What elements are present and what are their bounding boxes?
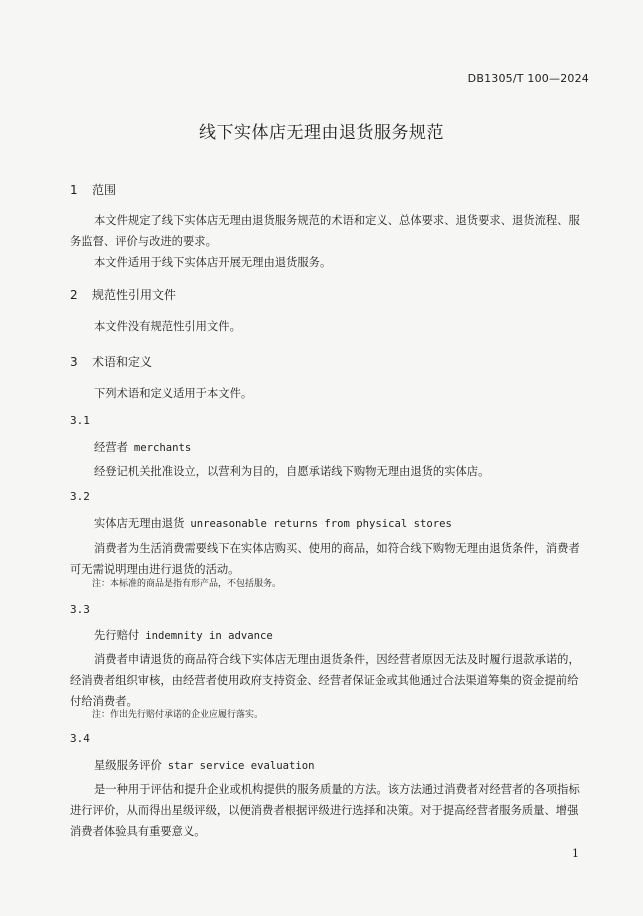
- term-english: indemnity in advance: [145, 630, 273, 642]
- text-line: 务监督、评价与改进的要求。: [70, 235, 217, 248]
- term-number: 3.2: [70, 490, 90, 503]
- text-line: 本文件规定了线下实体店无理由退货服务规范的术语和定义、总体要求、退货要求、退货流程、服: [94, 214, 580, 227]
- text-line: 本文件适用于线下实体店开展无理由退货服务。: [94, 256, 332, 269]
- section-number: 3: [70, 355, 78, 369]
- document-title: 线下实体店无理由退货服务规范: [199, 123, 444, 143]
- term-chinese: 先行赔付: [94, 629, 140, 642]
- section-3-intro: [70, 383, 592, 404]
- text-line: 本文件没有规范性引用文件。: [94, 320, 241, 333]
- term-chinese: 星级服务评价: [94, 759, 162, 772]
- term-definition: [70, 649, 592, 712]
- section-2-heading: [70, 286, 176, 303]
- section-title: 术语和定义: [92, 355, 153, 369]
- section-1-paragraph: [70, 210, 592, 273]
- page-number: 1: [572, 847, 579, 860]
- term-english: star service evaluation: [167, 760, 315, 772]
- section-title: 范围: [92, 183, 117, 197]
- term-definition: [70, 538, 592, 580]
- term-number: 3.3: [70, 603, 90, 616]
- term-english: unreasonable returns from physical stores: [190, 518, 452, 530]
- term-number: 3.4: [70, 732, 90, 745]
- text-line: 付给消费者。: [70, 695, 138, 708]
- section-1-heading: [70, 181, 116, 198]
- term-chinese: 经营者: [94, 441, 128, 454]
- section-title: 规范性引用文件: [92, 288, 177, 302]
- section-number: 2: [70, 288, 78, 302]
- text-line: 消费者申请退货的商品符合线下实体店无理由退货条件，因经营者原因无法及时履行退款承诺的，: [94, 653, 580, 666]
- text-line: 是一种用于评估和提升企业或机构提供的服务质量的方法。该方法通过消费者对经营者的各项指标: [94, 783, 580, 796]
- section-2-paragraph: [70, 316, 592, 337]
- section-3-heading: [70, 353, 152, 370]
- term-definition: [70, 779, 592, 842]
- term-english: merchants: [133, 442, 192, 454]
- term-entry: [94, 515, 452, 531]
- term-definition: [70, 461, 592, 482]
- term-number: 3.1: [70, 414, 90, 427]
- term-note: 注：作出先行赔付承诺的企业应履行落实。: [92, 710, 264, 720]
- text-line: 可无需说明理由进行退货的活动。: [70, 563, 240, 576]
- text-line: 经消费者组织审核，由经营者使用政府支持资金、经营者保证金或其他通过合法渠道筹集的资金提前给: [70, 674, 579, 687]
- text-line: 消费者体验具有重要意义。: [70, 825, 206, 838]
- term-entry: [94, 627, 273, 643]
- section-number: 1: [70, 183, 78, 197]
- text-line: 下列术语和定义适用于本文件。: [94, 387, 253, 400]
- term-chinese: 实体店无理由退货: [94, 517, 185, 530]
- text-line: 消费者为生活消费需要线下在实体店购买、使用的商品，如符合线下购物无理由退货条件，消费者: [94, 542, 580, 555]
- text-line: 进行评价，从而得出星级评级，以便消费者根据评级进行选择和决策。对于提高经营者服务质量、增强: [70, 804, 579, 817]
- term-entry: [94, 439, 191, 455]
- standard-code: DB1305/T 100—2024: [467, 72, 589, 85]
- text-line: 经登记机关批准设立，以营利为目的，自愿承诺线下购物无理由退货的实体店。: [94, 465, 490, 478]
- term-entry: [94, 757, 315, 773]
- term-note: 注：本标准的商品是指有形产品，不包括服务。: [92, 579, 282, 589]
